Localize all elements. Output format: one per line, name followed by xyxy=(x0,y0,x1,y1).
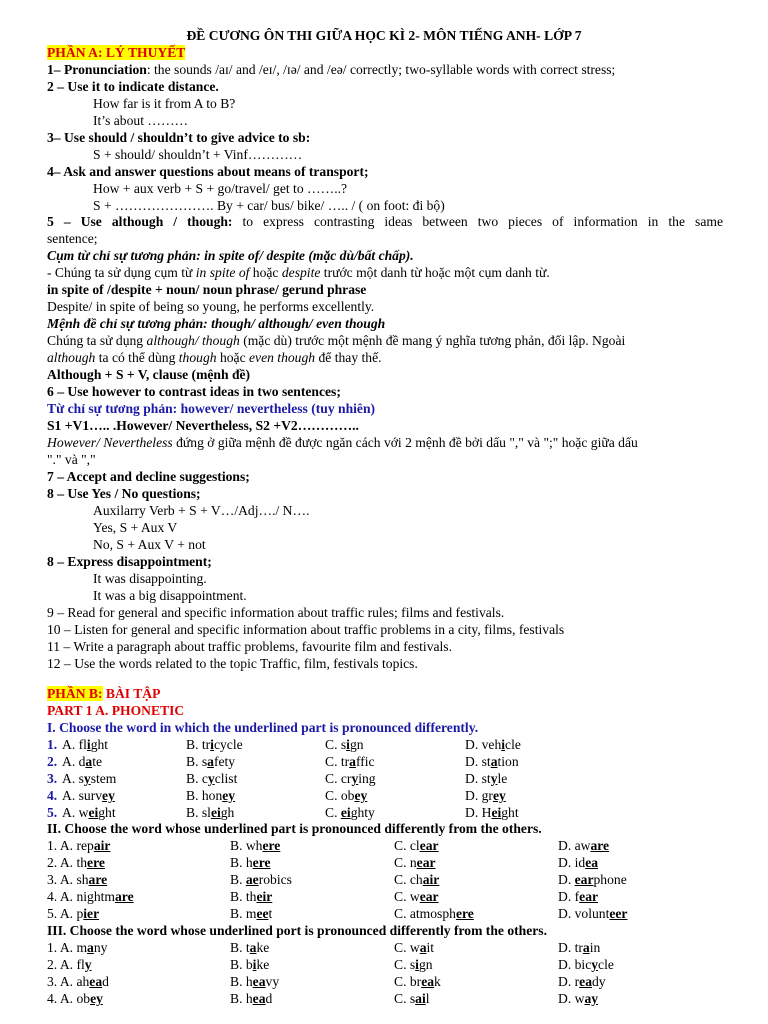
option-c xyxy=(394,888,439,905)
option-underlined-part: air xyxy=(422,872,440,887)
option-underlined-part: ear xyxy=(574,872,594,887)
option-text: C. atmosph xyxy=(394,906,456,921)
option-text: D. st xyxy=(465,754,491,769)
text-italic: in spite of xyxy=(195,265,250,280)
option-text: B. xyxy=(230,872,246,887)
text-italic: However/ Nevertheless xyxy=(47,435,173,450)
item-7-head: 7 – Accept and decline suggestions; xyxy=(47,469,250,484)
option-number-text: 4. xyxy=(47,788,58,803)
option-b xyxy=(186,804,234,821)
option-text: B. m xyxy=(230,906,257,921)
text: đứng ở giữa mệnh đề được ngăn cách với 2 mệnh đề bởi dấu "," và ";" hoặc giữa dấu xyxy=(172,435,638,450)
item-3-example-1: S + should/ shouldn’t + Vinf………… xyxy=(93,147,303,162)
option-text: tion xyxy=(497,754,519,769)
option-underlined-part: ear xyxy=(579,889,599,904)
option-underlined-part: ea xyxy=(585,855,599,870)
option-text: ght xyxy=(90,737,109,752)
option-text: t xyxy=(268,906,273,921)
option-a xyxy=(62,736,108,753)
item-5-explanation-2 xyxy=(47,332,625,349)
option-text: phone xyxy=(593,872,627,887)
option-underlined-part: i xyxy=(346,737,350,752)
option-number-text: 1. xyxy=(47,737,58,752)
option-b xyxy=(186,753,235,770)
option-c xyxy=(394,871,439,888)
option-underlined-part: are xyxy=(88,872,108,887)
option-text: D. id xyxy=(558,855,586,870)
text: hoặc xyxy=(216,350,250,365)
option-c xyxy=(394,905,474,922)
option-text: 1. A. m xyxy=(47,940,88,955)
option-underlined-part: i xyxy=(210,737,214,752)
option-text: D. H xyxy=(465,805,492,820)
item-5-explanation-1 xyxy=(47,264,550,281)
option-text: gn xyxy=(418,957,433,972)
text-italic: though xyxy=(178,350,217,365)
option-d xyxy=(558,888,598,905)
option-text: 3. A. ah xyxy=(47,974,90,989)
option-text: cle xyxy=(505,737,521,752)
option-underlined-part: a xyxy=(419,940,427,955)
option-d xyxy=(465,770,507,787)
option-a xyxy=(47,939,107,956)
item-8-example-2: Yes, S + Aux V xyxy=(93,520,178,535)
item-2-head: 2 – Use it to indicate distance. xyxy=(47,79,219,94)
option-b xyxy=(230,854,271,871)
option-text: gn xyxy=(349,737,364,752)
item-3-head: 3– Use should / shouldn’t to give advice to sb: xyxy=(47,130,311,145)
option-underlined-part: are xyxy=(590,838,610,853)
option-text: B. wh xyxy=(230,838,263,853)
option-underlined-part: i xyxy=(86,737,91,752)
option-c xyxy=(394,837,439,854)
option-text: C. n xyxy=(394,855,417,870)
part-b-heading xyxy=(47,685,160,702)
item-5-subheading-2: Mệnh đề chỉ sự tương phản: though/ although/ even though xyxy=(47,316,386,331)
option-underlined-part: ere xyxy=(455,906,474,921)
option-underlined-part: ei xyxy=(340,805,351,820)
option-d xyxy=(465,787,506,804)
option-underlined-part: ere xyxy=(252,855,271,870)
option-text: robics xyxy=(258,872,292,887)
option-c xyxy=(325,787,367,804)
item-8-head: 8 – Use Yes / No questions; xyxy=(47,486,201,501)
option-underlined-part: eir xyxy=(256,889,273,904)
option-c xyxy=(325,804,375,821)
option-d xyxy=(558,905,627,922)
option-text: D. tr xyxy=(558,940,583,955)
option-d xyxy=(558,837,609,854)
option-text: C. tr xyxy=(325,754,350,769)
part-b-heading-text: BÀI TẬP xyxy=(102,686,161,701)
option-underlined-part: ea xyxy=(421,974,435,989)
option-a xyxy=(47,854,105,871)
option-number-text: 3. xyxy=(47,771,58,786)
option-text: te xyxy=(92,754,103,769)
option-underlined-part: y xyxy=(207,771,215,786)
option-text: A. fl xyxy=(62,737,87,752)
option-underlined-part: ay xyxy=(584,991,599,1006)
option-underlined-part: ei xyxy=(88,805,99,820)
option-d xyxy=(465,736,521,753)
text: - Chúng ta sử dụng cụm từ xyxy=(47,265,196,280)
item-8b-example-1: It was disappointing. xyxy=(93,571,207,586)
option-d xyxy=(465,804,519,821)
option-text: B. h xyxy=(230,855,253,870)
option-text: D. gr xyxy=(465,788,493,803)
option-text: dy xyxy=(592,974,606,989)
option-text: clist xyxy=(214,771,238,786)
option-underlined-part: a xyxy=(249,940,257,955)
exercise-1-title: I. Choose the word in which the underlined part is pronounced differently. xyxy=(47,720,479,735)
item-5-text-cont: sentence; xyxy=(47,231,98,246)
item-5 xyxy=(47,213,723,230)
option-underlined-part: ere xyxy=(87,855,105,870)
option-b xyxy=(230,888,272,905)
part-b-heading-highlight: PHẦN B: xyxy=(47,686,103,701)
text-italic: although xyxy=(47,350,96,365)
option-underlined-part: air xyxy=(93,838,111,853)
option-d xyxy=(558,854,598,871)
option-b xyxy=(230,871,292,888)
option-text: A. surv xyxy=(62,788,103,803)
option-text: 4. A. nightm xyxy=(47,889,115,904)
text: ta có thể dùng xyxy=(95,350,179,365)
option-b xyxy=(230,973,279,990)
option-underlined-part: i xyxy=(415,957,419,972)
part-a-heading-text: PHẦN A: LÝ THUYẾT xyxy=(47,45,186,60)
option-a xyxy=(47,990,103,1007)
text: Chúng ta sử dụng xyxy=(47,333,147,348)
option-text: D. aw xyxy=(558,838,591,853)
option-text: B. b xyxy=(230,957,253,972)
option-underlined-part: ear xyxy=(416,855,436,870)
item-11: 11 – Write a paragraph about traffic problems, favourite film and festivals. xyxy=(47,639,452,654)
option-text: D. bic xyxy=(558,957,592,972)
option-underlined-part: y xyxy=(351,771,359,786)
option-a xyxy=(62,804,116,821)
option-text: D. st xyxy=(465,771,491,786)
option-underlined-part: ey xyxy=(90,991,103,1006)
option-underlined-part: ei xyxy=(210,805,221,820)
part-a-heading xyxy=(47,44,185,61)
item-5-subheading-1: Cụm từ chỉ sự tương phản: in spite of/ despite (mặc dù/bất chấp). xyxy=(47,248,414,263)
option-text: 3. A. sh xyxy=(47,872,89,887)
item-6-subheading: Từ chỉ sự tương phản: however/ nevertheless (tuy nhiên) xyxy=(47,401,376,416)
option-underlined-part: ier xyxy=(83,906,100,921)
option-underlined-part: ea xyxy=(89,974,103,989)
option-a xyxy=(62,770,116,787)
item-5-example-1: Despite/ in spite of being so young, he performs excellently. xyxy=(47,299,375,314)
exercise-3-title: III. Choose the word whose underlined port is pronounced differently from the others. xyxy=(47,923,547,938)
option-text: cle xyxy=(598,957,614,972)
option-d xyxy=(558,956,614,973)
option-text: ke xyxy=(256,957,270,972)
option-b xyxy=(230,939,269,956)
option-a xyxy=(47,837,110,854)
option-c xyxy=(394,854,436,871)
option-a xyxy=(47,871,107,888)
option-text: C. cr xyxy=(325,771,352,786)
option-text: B. hon xyxy=(186,788,223,803)
option-text: A. w xyxy=(62,805,89,820)
option-underlined-part: a xyxy=(490,754,498,769)
option-number xyxy=(47,787,57,804)
option-text: D. veh xyxy=(465,737,502,752)
option-underlined-part: ae xyxy=(245,872,259,887)
option-c xyxy=(325,753,375,770)
text: trước một danh từ hoặc một cụm danh từ. xyxy=(320,265,550,280)
option-a xyxy=(47,905,99,922)
option-text: ffic xyxy=(355,754,375,769)
option-underlined-part: i xyxy=(252,957,257,972)
option-a xyxy=(62,787,115,804)
item-8b-example-2: It was a big disappointment. xyxy=(93,588,247,603)
option-text: C. xyxy=(325,805,341,820)
option-b xyxy=(186,736,243,753)
option-b xyxy=(230,956,269,973)
option-text: in xyxy=(589,940,601,955)
option-underlined-part: ai xyxy=(415,991,426,1006)
option-text: ke xyxy=(256,940,270,955)
option-c xyxy=(325,770,376,787)
option-underlined-part: ey xyxy=(102,788,115,803)
item-6-formula: S1 +V1….. .However/ Nevertheless, S2 +V2………….. xyxy=(47,418,359,433)
option-text: B. h xyxy=(230,974,253,989)
option-underlined-part: a xyxy=(349,754,356,769)
option-text: ght xyxy=(501,805,519,820)
item-6-explanation xyxy=(47,434,638,451)
option-underlined-part: ey xyxy=(222,788,236,803)
option-b xyxy=(186,787,235,804)
item-2-example-2: It’s about ……… xyxy=(93,113,189,128)
option-a xyxy=(47,888,134,905)
option-underlined-part: i xyxy=(501,737,506,752)
option-text: B. s xyxy=(186,754,208,769)
option-a xyxy=(47,973,109,990)
option-text: C. cl xyxy=(394,838,420,853)
text: (mặc dù) trước một mệnh đề mang ý nghĩa tương phản, đối lập. Ngoài xyxy=(239,333,626,348)
option-number-text: 5. xyxy=(47,805,58,820)
option-text: le xyxy=(497,771,508,786)
item-4-example-2: S + …………………. By + car/ bus/ bike/ ….. / ( on foot: đi bộ) xyxy=(93,198,445,213)
option-text: ing xyxy=(358,771,376,786)
option-text: 2. A. fl xyxy=(47,957,85,972)
option-d xyxy=(558,973,606,990)
option-text: B. tr xyxy=(186,737,211,752)
text-italic: despite xyxy=(281,265,321,280)
option-number xyxy=(47,770,57,787)
item-10: 10 – Listen for general and specific information about traffic problems in a city, films, festivals xyxy=(47,622,565,637)
option-text: A. s xyxy=(62,771,84,786)
option-text: fety xyxy=(213,754,236,769)
item-2-example-1: How far is it from A to B? xyxy=(93,96,236,111)
option-text: 2. A. th xyxy=(47,855,88,870)
item-5-explanation-3 xyxy=(47,349,382,366)
option-text: D. f xyxy=(558,889,580,904)
option-text: ght xyxy=(98,805,116,820)
option-b xyxy=(230,990,272,1007)
option-underlined-part: a xyxy=(207,754,214,769)
option-text: C. ch xyxy=(394,872,423,887)
option-text: 1. A. rep xyxy=(47,838,94,853)
part-1-heading: PART 1 A. PHONETIC xyxy=(47,703,185,718)
text: hoặc xyxy=(249,265,282,280)
option-text: gh xyxy=(220,805,235,820)
option-text: C. w xyxy=(394,889,420,904)
option-text: D. xyxy=(558,872,575,887)
item-5-formula-1: in spite of /despite + noun/ noun phrase/ gerund phrase xyxy=(47,282,367,297)
option-underlined-part: ea xyxy=(252,991,266,1006)
text-italic: even though xyxy=(249,350,316,365)
option-number xyxy=(47,736,57,753)
option-text: C. ob xyxy=(325,788,355,803)
option-underlined-part: y xyxy=(591,957,599,972)
option-underlined-part: ear xyxy=(419,889,439,904)
option-text: d xyxy=(265,991,273,1006)
option-underlined-part: eer xyxy=(609,906,628,921)
option-text: C. w xyxy=(394,940,420,955)
option-underlined-part: ey xyxy=(354,788,368,803)
item-1 xyxy=(47,61,615,78)
item-1-head: 1– Pronunciation xyxy=(47,62,147,77)
item-4-head: 4– Ask and answer questions about means of transport; xyxy=(47,164,369,179)
option-d xyxy=(558,871,627,888)
option-underlined-part: ere xyxy=(262,838,281,853)
item-6-explanation-cont: "." và "," xyxy=(47,452,96,467)
option-c xyxy=(394,973,441,990)
item-8b-head: 8 – Express disappointment; xyxy=(47,554,212,569)
option-d xyxy=(558,990,598,1007)
option-text: A. d xyxy=(62,754,86,769)
option-b xyxy=(230,837,280,854)
option-text: D. w xyxy=(558,991,585,1006)
option-c xyxy=(394,990,430,1007)
option-text: C. s xyxy=(394,957,416,972)
option-number xyxy=(47,804,57,821)
option-underlined-part: a xyxy=(87,940,94,955)
option-text: B. h xyxy=(230,991,253,1006)
option-text: B. sl xyxy=(186,805,211,820)
option-text: C. br xyxy=(394,974,422,989)
option-underlined-part: a xyxy=(85,754,93,769)
option-text: C. s xyxy=(394,991,416,1006)
option-text: cycle xyxy=(213,737,243,752)
option-text: D. volunt xyxy=(558,906,610,921)
option-underlined-part: y xyxy=(490,771,498,786)
option-underlined-part: ear xyxy=(419,838,439,853)
option-text: 5. A. p xyxy=(47,906,84,921)
option-c xyxy=(325,736,364,753)
option-underlined-part: y xyxy=(83,771,91,786)
option-underlined-part: ee xyxy=(256,906,269,921)
item-5-formula-2: Although + S + V, clause (mệnh đề) xyxy=(47,367,251,382)
option-number-text: 2. xyxy=(47,754,58,769)
option-text: D. r xyxy=(558,974,580,989)
option-text: d xyxy=(102,974,109,989)
option-underlined-part: a xyxy=(582,940,590,955)
option-underlined-part: ea xyxy=(579,974,592,989)
option-text: k xyxy=(434,974,441,989)
item-6-head: 6 – Use however to contrast ideas in two sentences; xyxy=(47,384,341,399)
option-text: vy xyxy=(265,974,280,989)
exercise-2-title: II. Choose the word whose underlined part is pronounced differently from the others. xyxy=(47,821,542,836)
option-underlined-part: are xyxy=(114,889,134,904)
option-text: 4. A. ob xyxy=(47,991,91,1006)
item-5-text: to express contrasting ideas between two pieces of information in the same xyxy=(232,214,723,229)
option-underlined-part: y xyxy=(84,957,92,972)
option-text: B. t xyxy=(230,940,250,955)
option-c xyxy=(394,956,433,973)
item-12: 12 – Use the words related to the topic Traffic, film, festivals topics. xyxy=(47,656,418,671)
item-5-head: 5 – Use although / though: xyxy=(47,214,233,229)
option-underlined-part: ea xyxy=(252,974,266,989)
item-8-example-3: No, S + Aux V + not xyxy=(93,537,206,552)
text-italic: although/ though xyxy=(146,333,240,348)
option-text: C. s xyxy=(325,737,347,752)
option-b xyxy=(186,770,237,787)
item-9: 9 – Read for general and specific information about traffic rules; films and festivals. xyxy=(47,605,505,620)
item-1-text: : the sounds /aɪ/ and /eɪ/, /ɪə/ and /eə/ correctly; two-syllable words with correct stress; xyxy=(146,62,616,77)
text: để thay thế. xyxy=(315,350,382,365)
option-d xyxy=(465,753,519,770)
option-text: B. th xyxy=(230,889,257,904)
document-title: ĐỀ CƯƠNG ÔN THI GIỮA HỌC KÌ 2- MÔN TIẾNG ANH- LỚP 7 xyxy=(186,28,582,43)
option-underlined-part: ei xyxy=(491,805,502,820)
option-text: it xyxy=(426,940,435,955)
option-text: ny xyxy=(93,940,108,955)
option-b xyxy=(230,905,272,922)
option-underlined-part: ey xyxy=(492,788,506,803)
option-text: stem xyxy=(90,771,117,786)
option-d xyxy=(558,939,600,956)
option-text: B. c xyxy=(186,771,208,786)
item-4-example-1: How + aux verb + S + go/travel/ get to ……..? xyxy=(93,181,348,196)
option-number xyxy=(47,753,57,770)
option-c xyxy=(394,939,434,956)
option-text: ghty xyxy=(350,805,375,820)
option-a xyxy=(47,956,92,973)
item-8-example-1: Auxilarry Verb + S + V…/Adj…./ N…. xyxy=(93,503,310,518)
option-text: l xyxy=(425,991,430,1006)
option-a xyxy=(62,753,102,770)
